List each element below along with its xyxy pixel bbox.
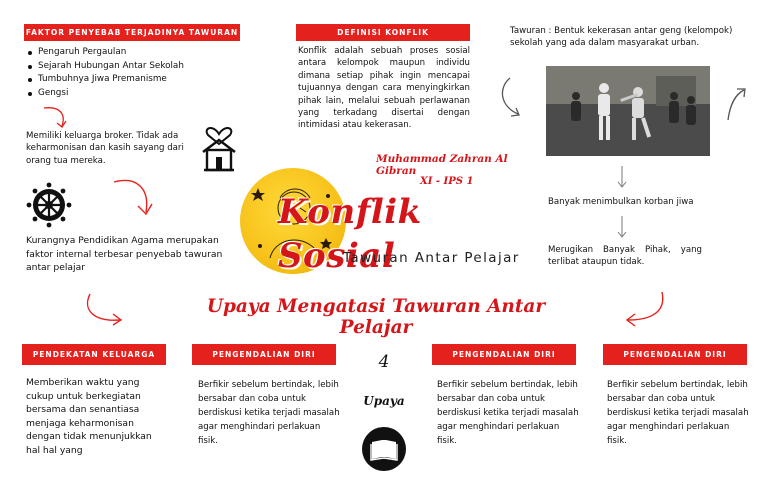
effort-count-label: Upaya	[363, 394, 405, 408]
factors-list	[28, 46, 228, 100]
book-icon	[361, 426, 407, 472]
list-item: Pengaruh Pergaulan	[28, 46, 228, 60]
effort-card-header: PENGENDALIAN DIRI	[603, 344, 747, 365]
list-item: Gengsi	[28, 87, 228, 101]
tawuran-definition: Tawuran : Bentuk kekerasan antar geng (kelompok) sekolah yang ada dalam masyarakat urban.	[510, 26, 733, 49]
definition-header: DEFINISI KONFLIK	[296, 24, 470, 41]
curved-arrow-icon	[80, 290, 126, 330]
effort-card-body: Berfikir sebelum bertindak, lebih bersabar dan coba untuk berdiskusi ketika terjadi masalah agar menghindari perlakuan fisik.	[198, 380, 340, 446]
down-arrow-icon	[616, 214, 628, 240]
down-arrow-icon	[616, 164, 628, 190]
brawl-photo	[546, 66, 710, 156]
factors-header: FAKTOR PENYEBAB TERJADINYA TAWURAN	[24, 24, 240, 41]
efforts-heading: Upaya Mengatasi Tawuran Antar Pelajar	[206, 296, 546, 338]
author-name: Muhammad Zahran Al Gibran	[376, 153, 508, 177]
tawuran-effect-2: Merugikan Banyak Pihak, yang terlibat ataupun tidak.	[548, 245, 702, 268]
curved-arrow-icon	[110, 176, 158, 220]
curved-arrow-icon	[724, 84, 752, 124]
effort-card-body: Berfikir sebelum bertindak, lebih bersabar dan coba untuk berdiskusi ketika terjadi masalah agar menghindari perlakuan fisik.	[607, 380, 749, 446]
effort-card-body: Memberikan waktu yang cukup untuk berkegiatan bersama dan senantiasa menjaga keharmonisan dengan tidak menunjukkan hal hal yang	[26, 377, 152, 456]
list-item: Tumbuhnya Jiwa Premanisme	[28, 73, 228, 87]
effort-count: 4	[378, 352, 390, 372]
house-heart-icon	[199, 120, 239, 174]
main-title: Konflik Sosial	[278, 192, 422, 276]
effort-card-header: PENGENDALIAN DIRI	[192, 344, 336, 365]
curved-arrow-icon	[622, 288, 668, 330]
effort-card-header: PENDEKATAN KELUARGA	[22, 344, 166, 365]
curved-arrow-icon	[496, 74, 526, 122]
effort-card-body: Berfikir sebelum bertindak, lebih bersabar dan coba untuk berdiskusi ketika terjadi masalah agar menghindari perlakuan fisik.	[437, 380, 579, 446]
family-note: Memiliki keluarga broker. Tidak ada keharmonisan dan kasih sayang dari orang tua mereka.	[26, 131, 184, 166]
effort-card-header: PENGENDALIAN DIRI	[432, 344, 576, 365]
tawuran-effect-1: Banyak menimbulkan korban jiwa	[548, 197, 694, 207]
definition-body: Konflik adalah sebuah proses sosial antara kelompok maupun individu dimana setiap pihak ingin mencapai tujuannya dengan cara menyingkirkan pihak lain, melalui sebuah perlawanan yang terkadang disertai dengan intimidasi atau kekerasan.	[298, 46, 470, 131]
curved-arrow-icon	[40, 104, 74, 132]
dharma-wheel-icon	[26, 182, 72, 228]
religion-note: Kurangnya Pendidikan Agama merupakan faktor internal terbesar penyebab tawuran antar pelajar	[26, 235, 223, 273]
subtitle: Tawuran Antar Pelajar	[343, 250, 520, 266]
list-item: Sejarah Hubungan Antar Sekolah	[28, 60, 228, 74]
class-name: XI - IPS 1	[420, 176, 474, 187]
